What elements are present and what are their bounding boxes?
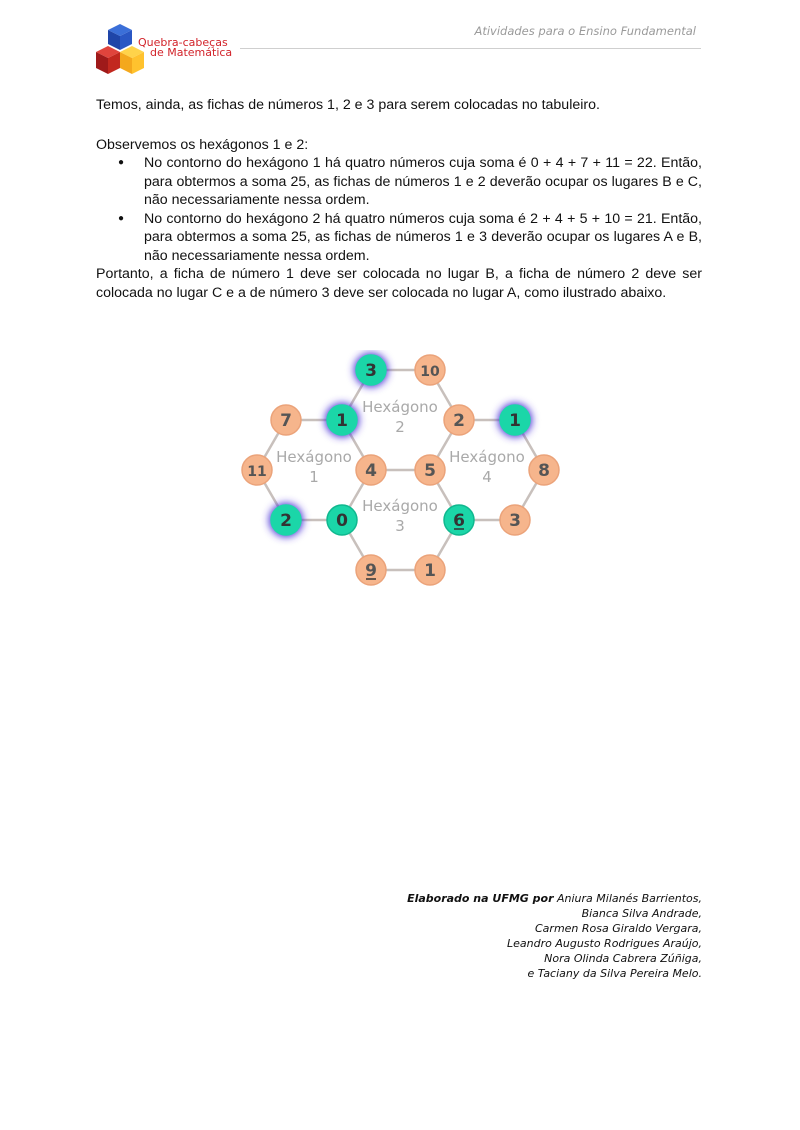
node-value: 4 [365,461,377,481]
node-value: 1 [509,411,521,431]
hexagon-number: 1 [309,468,319,486]
hexagon-word: Hexágono [449,448,525,466]
hexagon-word: Hexágono [276,448,352,466]
paragraph-conclusion: Portanto, a ficha de número 1 deve ser colocada no lugar B, a ficha de número 2 deve ser colocada no lugar C e a de número 3 deve ser colocada no lugar A, como ilustrado abaixo. [96,266,702,301]
header-subtitle: Atividades para o Ensino Fundamental [474,24,696,38]
board-node [415,355,445,385]
node-value: 9 [365,561,377,581]
node-value: 8 [538,461,550,481]
board-node [444,505,474,535]
board-node [415,455,445,485]
placed-chip [498,403,532,437]
node-value: 2 [453,411,465,431]
hexagon-word: Hexágono [362,497,438,515]
bullet-item: ● No contorno do hexágono 2 há quatro números cuja soma é 2 + 4 + 5 + 10 = 21. Então, para obtermos a soma 25, as fichas de números 1 e 3 deverão ocupar os lugares A e B, não necessariamente nessa ordem. [144,210,702,266]
credits-name: Nora Olinda Cabrera Zúñiga, [544,952,702,965]
node-value: 1 [336,411,348,431]
logo-line-2: de Matemática [150,46,233,59]
hexagon-board [238,350,568,590]
board-node [356,555,386,585]
board-node [500,505,530,535]
credits-name: Aniura Milanés Barrientos, [557,892,702,905]
node-value: 11 [247,464,267,480]
node-value: 5 [424,461,436,481]
node-value: 10 [420,364,440,380]
hexagon-word: Hexágono [362,398,438,416]
logo-text [138,38,232,58]
hexagon-number: 2 [395,418,405,436]
board-node [271,405,301,435]
board-node [444,405,474,435]
hexagon-board-svg [238,350,568,590]
board-node [356,455,386,485]
board-node [529,455,559,485]
node-value: 3 [365,361,377,381]
bullet-list [96,154,702,265]
main-content [96,96,702,302]
node-value: 6 [453,511,465,531]
board-node [415,555,445,585]
board-node [327,505,357,535]
node-value: 3 [509,511,521,531]
placed-chip [354,353,388,387]
credits-lead: Elaborado na UFMG por [407,892,554,905]
header-divider [240,48,701,49]
credits [407,891,702,981]
bullet-item: ● No contorno do hexágono 1 há quatro números cuja soma é 0 + 4 + 7 + 11 = 22. Então, para obtermos a soma 25, as fichas de números 1 e 2 deverão ocupar os lugares B e C, não necessariamente nessa ordem. [144,154,702,210]
node-value: 1 [424,561,436,581]
credits-name: Leandro Augusto Rodrigues Araújo, [507,937,702,950]
credits-name: Bianca Silva Andrade, [581,907,702,920]
logo-line-1: Quebra-cabeças [138,36,228,49]
node-value: 0 [336,511,348,531]
node-value: 7 [280,411,292,431]
board-node [242,455,272,485]
placed-chip [269,503,303,537]
hexagon-number: 4 [482,468,492,486]
paragraph-observe: Observemos os hexágonos 1 e 2: [96,136,309,153]
credits-name: e Taciany da Silva Pereira Melo. [527,967,702,980]
credits-name: Carmen Rosa Giraldo Vergara, [535,922,702,935]
hexagon-number: 3 [395,517,405,535]
paragraph-intro: Temos, ainda, as fichas de números 1, 2 e 3 para serem colocadas no tabuleiro. [96,97,600,113]
node-value: 2 [280,511,292,531]
placed-chip [325,403,359,437]
